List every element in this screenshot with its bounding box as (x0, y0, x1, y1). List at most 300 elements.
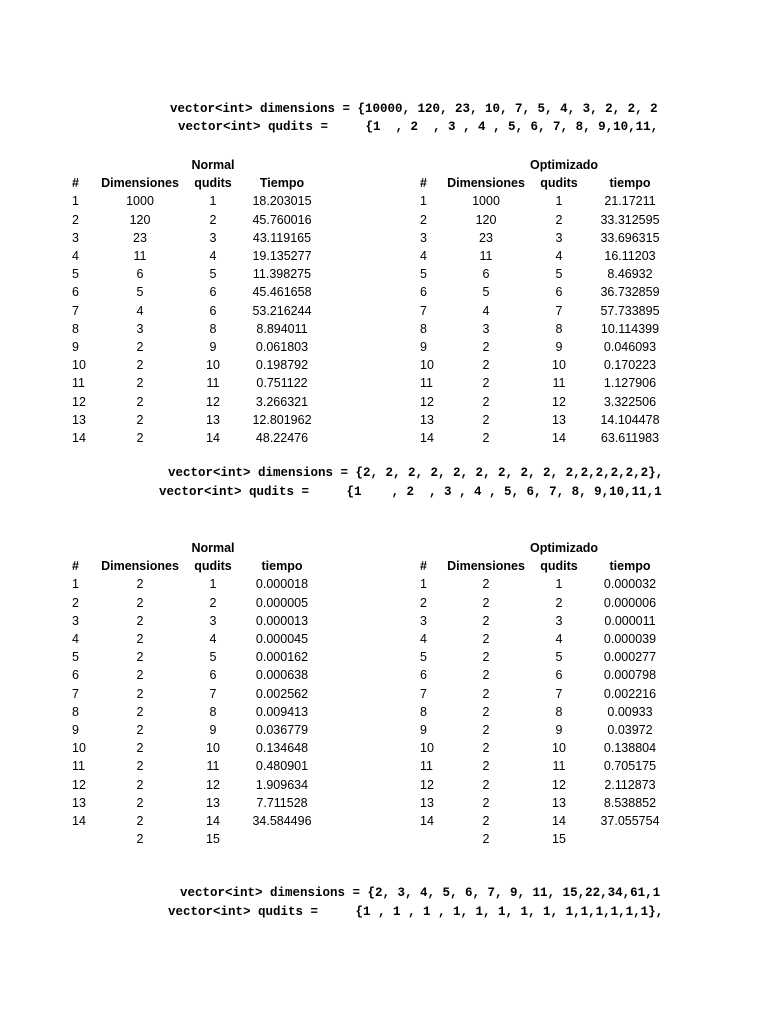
table-cell: 13 (206, 795, 220, 810)
table-cell: 1 (420, 194, 427, 209)
table-cell: 0.000013 (255, 613, 309, 628)
table-cell: 9 (420, 340, 427, 355)
column-header: # (420, 176, 427, 191)
table-cell: 3 (72, 613, 79, 628)
table-row (70, 575, 320, 593)
table-cell: 1 (72, 577, 79, 592)
table-cell: 3 (420, 230, 427, 245)
table-cell: 48.22476 (255, 431, 309, 446)
table-cell: 14 (72, 431, 86, 446)
table-cell: 0.00933 (607, 704, 653, 719)
table-cell: 6 (555, 285, 563, 300)
table-cell: 6 (209, 668, 217, 683)
column-header: Dimensiones (447, 176, 525, 191)
table-cell: 1 (555, 577, 563, 592)
column-header: # (420, 559, 427, 574)
column-header: qudits (540, 559, 578, 574)
table-row (418, 612, 672, 630)
table-cell: 14.104478 (600, 412, 660, 427)
table-cell: 9 (209, 340, 217, 355)
table-cell: 7 (555, 303, 563, 318)
table-cell: 2 (136, 686, 144, 701)
table-cell: 21.17211 (604, 194, 656, 209)
table-cell: 2 (482, 595, 490, 610)
table-row (418, 211, 672, 229)
table-row (418, 757, 672, 775)
table-cell: 10 (72, 358, 86, 373)
table-cell: 0.134648 (255, 741, 309, 756)
table-cell: 10.114399 (600, 321, 660, 336)
table-cell (244, 830, 320, 848)
table-title: Normal (191, 158, 235, 172)
table-cell: 11 (72, 376, 85, 391)
table-cell: 0.002562 (255, 686, 309, 701)
table-cell: 14 (420, 431, 434, 446)
table-cell: 0.03972 (607, 723, 653, 738)
code-line-qudits-2: vector<int> qudits = {1 , 2 , 3 , 4 , 5, 6, 7, 8, 9,10,11,1 (159, 485, 662, 499)
table-cell: 2 (136, 632, 144, 647)
table-cell: 9 (555, 723, 563, 738)
table-cell: 7 (420, 303, 427, 318)
table-cell: 14 (420, 814, 434, 829)
table-header-row (70, 557, 320, 575)
table-cell: 2 (420, 595, 427, 610)
table-header-row (70, 174, 320, 192)
table-cell: 120 (129, 212, 151, 227)
table-cell: 2 (482, 613, 490, 628)
table-cell: 0.000006 (603, 595, 657, 610)
table-cell: 0.000011 (604, 613, 656, 628)
empty-cell (588, 539, 672, 557)
table-cell: 45.461658 (252, 285, 312, 300)
table-cell: 6 (420, 285, 427, 300)
table-cell: 11 (479, 249, 493, 264)
empty-cell (442, 539, 530, 557)
table-cell: 10 (420, 358, 434, 373)
empty-cell (442, 156, 530, 174)
table-cell: 5 (136, 285, 144, 300)
table-row (418, 229, 672, 247)
table-row (70, 374, 320, 392)
empty-cell (244, 539, 320, 557)
table-row (418, 830, 672, 848)
table-row (418, 192, 672, 210)
table-row (418, 648, 672, 666)
table-title-row (418, 156, 672, 174)
table-cell: 6 (136, 267, 144, 282)
table-cell: 0.000162 (255, 650, 309, 665)
table-cell: 2 (482, 650, 490, 665)
table-cell: 9 (209, 723, 217, 738)
table-cell: 15 (552, 832, 566, 847)
table-cell: 0.036779 (255, 723, 309, 738)
table-cell: 2 (136, 759, 144, 774)
column-header: Dimensiones (447, 559, 525, 574)
table-cell: 2 (482, 814, 490, 829)
table-cell: 7.711528 (256, 795, 308, 810)
table-cell: 9 (420, 723, 427, 738)
table-cell: 2 (482, 759, 490, 774)
table-cell (588, 830, 672, 848)
table-cell: 2 (136, 577, 144, 592)
table-cell: 8 (420, 321, 427, 336)
table-cell: 6 (420, 668, 427, 683)
table-cell: 11 (206, 759, 220, 774)
table-cell: 4 (72, 249, 79, 264)
table-cell (70, 830, 98, 848)
table-cell: 5 (420, 267, 427, 282)
table-cell: 10 (552, 741, 566, 756)
table-row (70, 283, 320, 301)
table-cell: 8 (72, 321, 79, 336)
table-cell: 3 (555, 230, 563, 245)
table-row (70, 302, 320, 320)
table-cell: 7 (420, 686, 427, 701)
table-cell: 0.000277 (603, 650, 657, 665)
table-cell: 11 (420, 759, 433, 774)
column-header: # (72, 559, 79, 574)
table-cell: 0.000005 (255, 595, 309, 610)
table-cell: 5 (209, 650, 217, 665)
table-cell: 11 (552, 759, 566, 774)
column-header: # (72, 176, 79, 191)
table-cell: 2 (482, 358, 490, 373)
table-cell: 120 (475, 212, 497, 227)
table-normal-2 (70, 539, 320, 848)
table-row (70, 776, 320, 794)
column-header: qudits (540, 176, 578, 191)
table-cell: 2 (136, 358, 144, 373)
table-row (418, 393, 672, 411)
code-line-qudits-1: vector<int> qudits = {1 , 2 , 3 , 4 , 5, 6, 7, 8, 9,10,11, (178, 120, 659, 134)
empty-cell (98, 156, 182, 174)
table-cell: 2 (482, 723, 490, 738)
table-cell: 8 (209, 704, 217, 719)
table-cell: 8 (72, 704, 79, 719)
table-cell: 6 (72, 285, 79, 300)
table-cell: 12 (420, 394, 434, 409)
table-cell: 10 (420, 741, 434, 756)
table-cell: 1000 (472, 194, 500, 209)
table-cell: 13 (420, 795, 434, 810)
table-cell: 2 (482, 394, 490, 409)
table-cell: 11 (552, 376, 566, 391)
table-cell: 12 (206, 777, 220, 792)
table-row (418, 703, 672, 721)
table-row (418, 685, 672, 703)
table-row (70, 666, 320, 684)
table-row (70, 812, 320, 830)
table-cell: 6 (72, 668, 79, 683)
table-cell: 15 (206, 832, 220, 847)
table-cell: 0.000018 (255, 577, 309, 592)
table-row (418, 265, 672, 283)
table-cell: 4 (555, 632, 563, 647)
table-cell: 0.000045 (255, 632, 309, 647)
table-header-row (418, 557, 672, 575)
table-cell: 14 (552, 814, 566, 829)
table-cell: 45.760016 (252, 212, 312, 227)
table-row (70, 247, 320, 265)
table-cell: 14 (206, 431, 220, 446)
table-cell: 2 (136, 741, 144, 756)
table-optimizado-2 (418, 539, 672, 848)
table-title: Normal (191, 541, 235, 555)
table-row (418, 721, 672, 739)
table-row (70, 320, 320, 338)
column-header: Dimensiones (101, 559, 179, 574)
table-normal-1 (70, 156, 320, 447)
table-row (70, 794, 320, 812)
code-line-dimensions-3: vector<int> dimensions = {2, 3, 4, 5, 6, 7, 9, 11, 15,22,34,61,1 (180, 886, 661, 900)
table-cell: 2 (482, 777, 490, 792)
table-row (70, 265, 320, 283)
table-cell: 0.705175 (603, 759, 657, 774)
table-cell: 13 (206, 412, 220, 427)
table-cell: 33.696315 (600, 230, 660, 245)
table-cell: 1.909634 (255, 777, 309, 792)
table-cell: 4 (420, 249, 427, 264)
table-cell: 3 (72, 230, 79, 245)
table-row (70, 703, 320, 721)
table-cell: 2 (136, 704, 144, 719)
code-line-qudits-3: vector<int> qudits = {1 , 1 , 1 , 1, 1, 1, 1, 1, 1,1,1,1,1,1}, (168, 905, 664, 919)
table-cell: 2 (420, 212, 427, 227)
table-row (70, 630, 320, 648)
table-cell: 6 (482, 267, 490, 282)
table-cell: 2 (209, 595, 217, 610)
table-cell: 0.000798 (603, 668, 657, 683)
table-row (418, 575, 672, 593)
table-cell: 1 (209, 577, 217, 592)
table-cell: 5 (72, 650, 79, 665)
table-cell: 33.312595 (600, 212, 660, 227)
table-cell: 5 (555, 650, 563, 665)
table-row (70, 612, 320, 630)
table-cell: 11 (133, 249, 147, 264)
table-cell: 9 (72, 723, 79, 738)
table-row (418, 320, 672, 338)
table-row (418, 411, 672, 429)
table-cell: 4 (420, 632, 427, 647)
column-header: qudits (194, 176, 232, 191)
table-cell: 8 (555, 704, 563, 719)
table-cell: 23 (133, 230, 147, 245)
table-cell: 12 (72, 394, 86, 409)
table-cell: 8.46932 (607, 267, 653, 282)
table-cell: 14 (72, 814, 86, 829)
table-row (70, 411, 320, 429)
column-header: tiempo (609, 559, 651, 574)
table-cell: 4 (209, 249, 217, 264)
table-cell: 8 (209, 321, 217, 336)
table-cell: 8 (555, 321, 563, 336)
table-row (70, 830, 320, 848)
column-header: tiempo (609, 176, 651, 191)
table-cell: 0.000032 (603, 577, 657, 592)
table-cell: 3 (209, 230, 217, 245)
table-cell: 0.138804 (603, 741, 657, 756)
column-header: Dimensiones (101, 176, 179, 191)
code-line-dimensions-1: vector<int> dimensions = {10000, 120, 23, 10, 7, 5, 4, 3, 2, 2, 2 (170, 102, 658, 116)
table-cell: 12 (420, 777, 434, 792)
empty-cell (98, 539, 182, 557)
table-cell: 2 (482, 431, 490, 446)
table-cell: 19.135277 (252, 249, 312, 264)
table-cell: 2 (136, 376, 144, 391)
table-cell: 14 (206, 814, 220, 829)
table-cell: 2 (482, 795, 490, 810)
table-row (418, 356, 672, 374)
table-cell: 13 (72, 412, 86, 427)
table-cell: 3 (136, 321, 144, 336)
table-cell: 2 (482, 577, 490, 592)
table-cell: 37.055754 (600, 814, 660, 829)
table-row (70, 648, 320, 666)
table-row (70, 685, 320, 703)
table-cell: 1000 (126, 194, 154, 209)
table-cell: 14 (552, 431, 566, 446)
table-cell: 8.894011 (256, 321, 308, 336)
table-cell: 12 (206, 394, 220, 409)
table-cell: 2 (482, 704, 490, 719)
table-cell: 3 (555, 613, 563, 628)
table-cell: 6 (555, 668, 563, 683)
table-row (70, 338, 320, 356)
table-cell: 23 (479, 230, 493, 245)
table-cell: 7 (209, 686, 217, 701)
table-cell: 10 (206, 358, 220, 373)
table-cell: 63.611983 (600, 431, 660, 446)
table-cell (418, 830, 442, 848)
table-cell: 9 (72, 340, 79, 355)
table-title-row (70, 156, 320, 174)
table-cell: 1 (420, 577, 427, 592)
table-cell: 5 (420, 650, 427, 665)
table-cell: 3 (420, 613, 427, 628)
table-cell: 3.266321 (255, 394, 309, 409)
table-cell: 1 (209, 194, 217, 209)
table-cell: 2 (482, 686, 490, 701)
table-cell: 7 (72, 303, 79, 318)
table-row (418, 302, 672, 320)
table-row (418, 739, 672, 757)
table-cell: 43.119165 (252, 230, 312, 245)
table-cell: 2 (136, 613, 144, 628)
column-header: Tiempo (259, 176, 305, 191)
table-cell: 13 (552, 412, 566, 427)
table-cell: 2 (209, 212, 217, 227)
table-cell: 0.198792 (255, 358, 309, 373)
table-cell: 1 (72, 194, 79, 209)
table-cell: 8.538852 (603, 795, 657, 810)
table-cell: 2 (136, 595, 144, 610)
table-row (418, 630, 672, 648)
table-cell: 11 (72, 759, 85, 774)
table-row (70, 211, 320, 229)
table-row (418, 594, 672, 612)
table-cell: 12 (552, 394, 566, 409)
table-title-row (418, 539, 672, 557)
table-row (70, 739, 320, 757)
table-cell: 0.000039 (603, 632, 657, 647)
table-row (418, 374, 672, 392)
table-row (418, 794, 672, 812)
table-cell: 36.732859 (600, 285, 660, 300)
table-cell: 2 (72, 595, 79, 610)
table-row (418, 283, 672, 301)
table-row (70, 229, 320, 247)
table-cell: 0.170223 (603, 358, 657, 373)
table-cell: 2 (482, 340, 490, 355)
table-cell: 2 (136, 340, 144, 355)
table-cell: 10 (72, 741, 86, 756)
table-row (70, 192, 320, 210)
table-cell: 53.216244 (252, 303, 312, 318)
table-cell: 4 (209, 632, 217, 647)
table-cell: 4 (555, 249, 563, 264)
table-cell: 2 (136, 777, 144, 792)
table-cell: 10 (206, 741, 220, 756)
table-cell: 13 (552, 795, 566, 810)
table-cell: 1.127906 (603, 376, 657, 391)
table-cell: 4 (72, 632, 79, 647)
table-row (70, 757, 320, 775)
table-cell: 6 (209, 285, 217, 300)
table-cell: 7 (72, 686, 79, 701)
empty-cell (588, 156, 672, 174)
table-cell: 0.061803 (255, 340, 309, 355)
table-row (70, 429, 320, 447)
table-cell: 34.584496 (252, 814, 312, 829)
table-optimizado-1 (418, 156, 672, 447)
table-cell: 5 (209, 267, 217, 282)
table-cell: 2 (136, 832, 144, 847)
empty-cell (418, 539, 442, 557)
table-title: Optimizado (530, 541, 599, 555)
table-cell: 3 (482, 321, 490, 336)
table-cell: 1 (555, 194, 563, 209)
table-cell: 0.002216 (603, 686, 657, 701)
table-cell: 2 (72, 212, 79, 227)
table-row (418, 666, 672, 684)
empty-cell (70, 156, 98, 174)
empty-cell (418, 156, 442, 174)
table-row (70, 594, 320, 612)
table-cell: 12.801962 (252, 412, 312, 427)
table-cell: 11.398275 (252, 267, 312, 282)
table-row (70, 356, 320, 374)
table-cell: 12 (552, 777, 566, 792)
table-cell: 11 (206, 376, 220, 391)
code-line-dimensions-2: vector<int> dimensions = {2, 2, 2, 2, 2, 2, 2, 2, 2, 2,2,2,2,2,2}, (168, 466, 664, 480)
table-cell: 2 (482, 376, 490, 391)
table-cell: 2 (136, 795, 144, 810)
table-cell: 2 (555, 212, 563, 227)
table-cell: 2 (482, 741, 490, 756)
table-row (418, 247, 672, 265)
column-header: qudits (194, 559, 232, 574)
table-row (418, 776, 672, 794)
table-cell: 0.000638 (255, 668, 309, 683)
table-cell: 7 (555, 686, 563, 701)
table-cell: 12 (72, 777, 86, 792)
empty-cell (70, 539, 98, 557)
table-cell: 13 (420, 412, 434, 427)
table-cell: 2 (482, 668, 490, 683)
table-cell: 0.751122 (256, 376, 308, 391)
table-cell: 2 (482, 412, 490, 427)
